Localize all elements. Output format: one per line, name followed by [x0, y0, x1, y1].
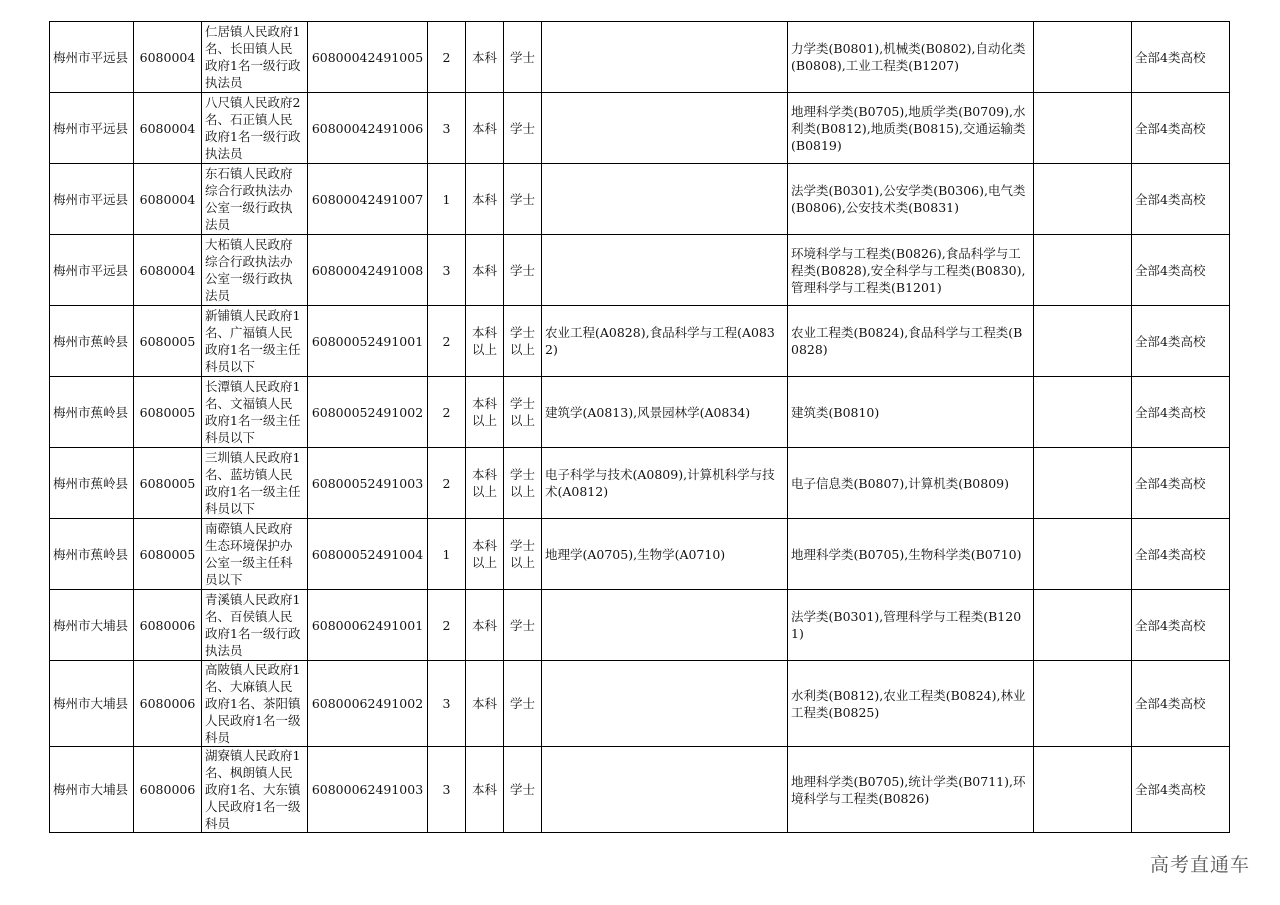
degree-cell: 学士以上 [504, 448, 542, 519]
table-row [50, 235, 1230, 306]
other-requirements-cell [1034, 164, 1132, 235]
table-row [50, 747, 1230, 833]
undergraduate-major-cell: 建筑类(B0810) [788, 377, 1034, 448]
undergraduate-major-cell: 法学类(B0301),管理科学与工程类(B1201) [788, 590, 1034, 661]
table-body [50, 22, 1230, 833]
school-type-cell: 全部4类高校 [1132, 22, 1230, 93]
graduate-major-cell: 农业工程(A0828),食品科学与工程(A0832) [542, 306, 788, 377]
education-cell: 本科以上 [466, 377, 504, 448]
degree-cell: 学士 [504, 590, 542, 661]
position-name-cell: 东石镇人民政府综合行政执法办公室一级行政执法员 [202, 164, 308, 235]
school-type-cell: 全部4类高校 [1132, 164, 1230, 235]
degree-cell: 学士以上 [504, 377, 542, 448]
undergraduate-major-cell: 地理科学类(B0705),统计学类(B0711),环境科学与工程类(B0826) [788, 747, 1034, 833]
position-name-cell: 湖寮镇人民政府1名、枫朗镇人民政府1名、大东镇人民政府1名一级科员 [202, 747, 308, 833]
headcount-cell: 2 [428, 377, 466, 448]
education-cell: 本科 [466, 590, 504, 661]
school-type-cell: 全部4类高校 [1132, 590, 1230, 661]
dept-code-cell: 6080005 [134, 306, 202, 377]
school-type-cell: 全部4类高校 [1132, 377, 1230, 448]
headcount-cell: 3 [428, 747, 466, 833]
region-cell: 梅州市大埔县 [50, 747, 134, 833]
headcount-cell: 3 [428, 661, 466, 747]
school-type-cell: 全部4类高校 [1132, 235, 1230, 306]
dept-code-cell: 6080005 [134, 377, 202, 448]
region-cell: 梅州市平远县 [50, 235, 134, 306]
other-requirements-cell [1034, 306, 1132, 377]
headcount-cell: 2 [428, 306, 466, 377]
education-cell: 本科 [466, 22, 504, 93]
headcount-cell: 2 [428, 448, 466, 519]
position-code-cell: 60800042491005 [308, 22, 428, 93]
dept-code-cell: 6080006 [134, 661, 202, 747]
region-cell: 梅州市平远县 [50, 22, 134, 93]
region-cell: 梅州市蕉岭县 [50, 519, 134, 590]
degree-cell: 学士 [504, 235, 542, 306]
dept-code-cell: 6080005 [134, 448, 202, 519]
table-row [50, 377, 1230, 448]
graduate-major-cell [542, 93, 788, 164]
undergraduate-major-cell: 地理科学类(B0705),生物科学类(B0710) [788, 519, 1034, 590]
headcount-cell: 2 [428, 22, 466, 93]
table-row [50, 306, 1230, 377]
positions-table [49, 21, 1230, 833]
other-requirements-cell [1034, 235, 1132, 306]
graduate-major-cell [542, 747, 788, 833]
position-name-cell: 八尺镇人民政府2名、石正镇人民政府1名一级行政执法员 [202, 93, 308, 164]
school-type-cell: 全部4类高校 [1132, 93, 1230, 164]
position-name-cell: 新铺镇人民政府1名、广福镇人民政府1名一级主任科员以下 [202, 306, 308, 377]
degree-cell: 学士以上 [504, 519, 542, 590]
position-name-cell: 高陂镇人民政府1名、大麻镇人民政府1名、茶阳镇人民政府1名一级科员 [202, 661, 308, 747]
graduate-major-cell [542, 661, 788, 747]
region-cell: 梅州市蕉岭县 [50, 377, 134, 448]
degree-cell: 学士 [504, 164, 542, 235]
position-name-cell: 大柘镇人民政府综合行政执法办公室一级行政执法员 [202, 235, 308, 306]
region-cell: 梅州市平远县 [50, 164, 134, 235]
undergraduate-major-cell: 水利类(B0812),农业工程类(B0824),林业工程类(B0825) [788, 661, 1034, 747]
undergraduate-major-cell: 地理科学类(B0705),地质学类(B0709),水利类(B0812),地质类(B0815),交通运输类(B0819) [788, 93, 1034, 164]
undergraduate-major-cell: 电子信息类(B0807),计算机类(B0809) [788, 448, 1034, 519]
degree-cell: 学士 [504, 22, 542, 93]
watermark-text: 高考直通车 [1149, 854, 1250, 876]
position-code-cell: 60800062491002 [308, 661, 428, 747]
degree-cell: 学士 [504, 747, 542, 833]
position-name-cell: 三圳镇人民政府1名、蓝坊镇人民政府1名一级主任科员以下 [202, 448, 308, 519]
education-cell: 本科 [466, 164, 504, 235]
dept-code-cell: 6080006 [134, 747, 202, 833]
undergraduate-major-cell: 农业工程类(B0824),食品科学与工程类(B0828) [788, 306, 1034, 377]
education-cell: 本科 [466, 235, 504, 306]
table-row [50, 93, 1230, 164]
undergraduate-major-cell: 力学类(B0801),机械类(B0802),自动化类(B0808),工业工程类(B1207) [788, 22, 1034, 93]
dept-code-cell: 6080004 [134, 22, 202, 93]
position-code-cell: 60800062491001 [308, 590, 428, 661]
graduate-major-cell [542, 590, 788, 661]
education-cell: 本科以上 [466, 519, 504, 590]
position-code-cell: 60800062491003 [308, 747, 428, 833]
degree-cell: 学士以上 [504, 306, 542, 377]
other-requirements-cell [1034, 661, 1132, 747]
table-row [50, 661, 1230, 747]
dept-code-cell: 6080004 [134, 164, 202, 235]
other-requirements-cell [1034, 448, 1132, 519]
position-code-cell: 60800052491004 [308, 519, 428, 590]
position-code-cell: 60800042491007 [308, 164, 428, 235]
position-name-cell: 长潭镇人民政府1名、文福镇人民政府1名一级主任科员以下 [202, 377, 308, 448]
position-name-cell: 青溪镇人民政府1名、百侯镇人民政府1名一级行政执法员 [202, 590, 308, 661]
dept-code-cell: 6080004 [134, 93, 202, 164]
position-name-cell: 仁居镇人民政府1名、长田镇人民政府1名一级行政执法员 [202, 22, 308, 93]
degree-cell: 学士 [504, 93, 542, 164]
table-row [50, 590, 1230, 661]
graduate-major-cell [542, 22, 788, 93]
position-code-cell: 60800052491001 [308, 306, 428, 377]
other-requirements-cell [1034, 747, 1132, 833]
table-row [50, 164, 1230, 235]
table-row [50, 448, 1230, 519]
undergraduate-major-cell: 法学类(B0301),公安学类(B0306),电气类(B0806),公安技术类(B0831) [788, 164, 1034, 235]
position-name-cell: 南磜镇人民政府生态环境保护办公室一级主任科员以下 [202, 519, 308, 590]
education-cell: 本科以上 [466, 306, 504, 377]
position-code-cell: 60800042491008 [308, 235, 428, 306]
graduate-major-cell: 建筑学(A0813),风景园林学(A0834) [542, 377, 788, 448]
region-cell: 梅州市大埔县 [50, 590, 134, 661]
position-code-cell: 60800052491002 [308, 377, 428, 448]
other-requirements-cell [1034, 519, 1132, 590]
region-cell: 梅州市大埔县 [50, 661, 134, 747]
region-cell: 梅州市平远县 [50, 93, 134, 164]
degree-cell: 学士 [504, 661, 542, 747]
graduate-major-cell: 地理学(A0705),生物学(A0710) [542, 519, 788, 590]
other-requirements-cell [1034, 93, 1132, 164]
table-row [50, 519, 1230, 590]
school-type-cell: 全部4类高校 [1132, 661, 1230, 747]
headcount-cell: 1 [428, 519, 466, 590]
other-requirements-cell [1034, 22, 1132, 93]
headcount-cell: 3 [428, 93, 466, 164]
headcount-cell: 3 [428, 235, 466, 306]
school-type-cell: 全部4类高校 [1132, 306, 1230, 377]
table-row [50, 22, 1230, 93]
school-type-cell: 全部4类高校 [1132, 519, 1230, 590]
education-cell: 本科 [466, 747, 504, 833]
education-cell: 本科 [466, 93, 504, 164]
dept-code-cell: 6080006 [134, 590, 202, 661]
undergraduate-major-cell: 环境科学与工程类(B0826),食品科学与工程类(B0828),安全科学与工程类(B0830),管理科学与工程类(B1201) [788, 235, 1034, 306]
graduate-major-cell [542, 235, 788, 306]
dept-code-cell: 6080004 [134, 235, 202, 306]
region-cell: 梅州市蕉岭县 [50, 448, 134, 519]
dept-code-cell: 6080005 [134, 519, 202, 590]
school-type-cell: 全部4类高校 [1132, 747, 1230, 833]
graduate-major-cell [542, 164, 788, 235]
education-cell: 本科以上 [466, 448, 504, 519]
position-code-cell: 60800042491006 [308, 93, 428, 164]
other-requirements-cell [1034, 590, 1132, 661]
position-code-cell: 60800052491003 [308, 448, 428, 519]
headcount-cell: 2 [428, 590, 466, 661]
school-type-cell: 全部4类高校 [1132, 448, 1230, 519]
headcount-cell: 1 [428, 164, 466, 235]
graduate-major-cell: 电子科学与技术(A0809),计算机科学与技术(A0812) [542, 448, 788, 519]
other-requirements-cell [1034, 377, 1132, 448]
education-cell: 本科 [466, 661, 504, 747]
region-cell: 梅州市蕉岭县 [50, 306, 134, 377]
